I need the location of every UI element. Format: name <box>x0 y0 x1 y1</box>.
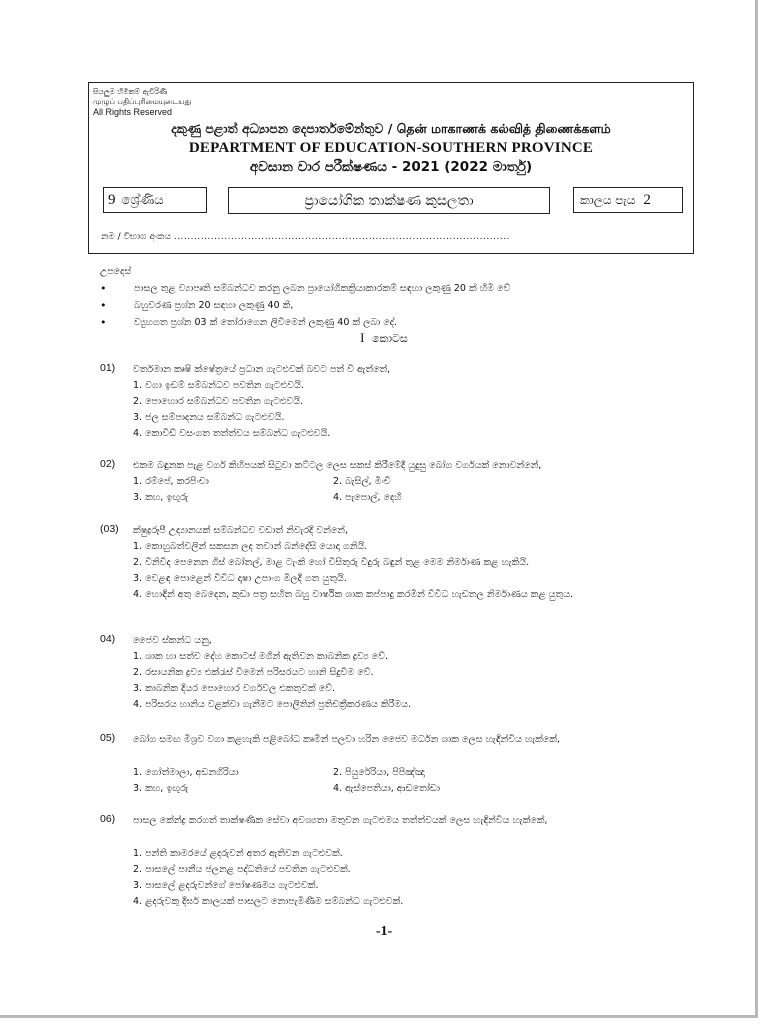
answer-option[interactable]: 3. කාබනික දියර පොහොර වර්ගවල එකතුවක් වේ. <box>133 683 336 694</box>
bullet: • <box>100 299 107 312</box>
part-label: කොටස <box>371 332 408 345</box>
instructions-heading: උපදෙස් <box>100 266 132 277</box>
department-tamil: தென் மாகாணக் கல்வித் திணைக்களம் <box>396 121 611 136</box>
answer-option[interactable]: 2. පොහොර සම්බන්ධව පවතින ගැටළුවයි. <box>133 396 304 407</box>
time-box <box>573 187 683 213</box>
question-01 <box>100 362 710 442</box>
question-04 <box>100 633 710 713</box>
question-number: 04) <box>100 633 116 645</box>
page-number: -1- <box>375 924 393 939</box>
department-separator: / <box>383 121 397 136</box>
exam-title: අවසාන වාර පරීක්ෂණය - 2021 (2022 මාර්තු) <box>249 159 533 175</box>
answer-option[interactable]: 3. කහ, ඉඟුරු <box>133 492 189 503</box>
answer-option[interactable]: 3. ජල සම්පාදනය සම්බන්ධ ගැටළුවයි. <box>133 412 285 423</box>
part-heading <box>0 330 768 346</box>
question-stem: එකම බඳුනක පැළ වර්ග කිහිපයක් සිටුවා කට්ටල ලෙස සකස් කිරීමේදී යුදුසු බෝග වර්ගයක් නොවන්නේ, <box>133 460 542 471</box>
part-number: I <box>360 330 365 345</box>
grade-number: 9 <box>108 191 116 208</box>
question-03 <box>100 523 710 623</box>
answer-option[interactable]: 2. විනිවිද පෙනෙන ගිස් බෝතල්, මාළ ටැංකි හෝ විසිතුරු වීදුරු බඳුන් තුළ මෙම නිර්මාණ කළ හැකියි. <box>133 557 530 568</box>
instruction-item <box>100 314 710 331</box>
bullet: • <box>100 282 107 295</box>
answer-option[interactable]: 1. කොහුබත්වලින් සකසන ලද තවාන් බන්දේසි යොදා ගනියි. <box>133 541 368 552</box>
question-stem: ජෛව ස්කන්ධ යනු, <box>133 635 212 646</box>
copyright-tamil: முழுப் பதிப்புரிமையுடையது <box>93 97 192 106</box>
answer-option[interactable]: 1. ගෝත්මාලා, අඩනගිරියා <box>133 767 239 778</box>
department-sinhala: දකුණු පළාත් අධ්‍යාපන දෙපාර්තමේන්තුව <box>171 121 384 136</box>
copyright-notice <box>93 87 191 117</box>
answer-option[interactable]: 4. ඇස්පෙතියා, ආඩතෝඩා <box>333 783 441 794</box>
instruction-item <box>100 280 710 297</box>
answer-option[interactable]: 1. ශාක හා සත්ව දේහ කොටස් මගින් ඇතිවන කාබනික ද්‍රව්‍ය වේ. <box>133 651 388 662</box>
question-number: 02) <box>100 458 116 470</box>
bullet: • <box>100 316 107 329</box>
question-02 <box>100 458 710 508</box>
answer-option[interactable]: 3. පාසලේ ළදරුවන්ගේ පෝෂණමය ගැටළුවක්. <box>133 880 319 891</box>
time-value: 2 <box>643 191 651 208</box>
answer-option[interactable]: 4. පරිසරය හානිය වළක්වා ගැනීමට පොලිතින් ප්‍රතිචක්‍රීකරණය කිරීමය. <box>133 699 411 710</box>
question-05 <box>100 732 710 798</box>
instructions <box>100 266 710 331</box>
answer-option[interactable]: 4. කොවිඩ් වසංගත තත්ත්වය සම්බන්ධ ගැටළුවයි. <box>133 428 331 439</box>
question-06 <box>100 813 710 911</box>
name-index-dots: .................................................................................................... <box>173 232 510 242</box>
department-name-english: DEPARTMENT OF EDUCATION-SOUTHERN PROVINCE <box>188 140 594 156</box>
subject-title: ප්‍රායෝගික තාක්ෂණ කුසලතා <box>304 192 474 209</box>
copyright-sinhala: සියලුම හිමිකම් ඇවිරිණි <box>93 87 168 96</box>
answer-option[interactable]: 2. බැසිල්, මිංචි <box>333 476 391 487</box>
time-label: කාලය පැය <box>580 192 636 207</box>
name-index-field[interactable] <box>101 232 510 242</box>
answer-option[interactable]: 1. පන්ති කාමරයේ ළදරුවන් අතර ඇතිවන ගැටළුවක්. <box>133 848 343 859</box>
department-name-local <box>89 121 693 138</box>
answer-option[interactable]: 2. පාසලේ පානීය ජලනළ පද්ධතියේ පවතින ගැටළුවක්. <box>133 864 351 875</box>
grade-box <box>103 187 207 213</box>
question-stem: වර්තමාන කෘෂි ක්ෂේත්‍රයේ ප්‍රධාන ගැටළුවක් බවට පත් වී ඇත්තේ, <box>133 364 391 375</box>
instruction-text: බහුවරණ ප්‍රශ්න 20 සඳහා ලකුණු 40 කි, <box>134 300 294 311</box>
question-stem: පාසල කේන්ද්‍ර කරගත් තාක්ෂණික සේවා අවශ්‍යතා මතුවන ගැටළුමය තත්ත්වයක් ලෙස හැඳින්විය හැක්කේ, <box>133 815 548 826</box>
grade-label: ශ්‍රේණිය <box>121 192 164 207</box>
question-stem: බෝග සමඟ මිශ්‍රව වගා කළහැකි පළිබෝධ කෘමීන් පලවා හරින ජෛව මර්ධන ශාක ලෙස හැඳින්විය හැක්කේ, <box>133 734 560 745</box>
instruction-text: පාසල තුළ ව්‍යාපෘති සම්බන්ධව කරනු ලබන ප්‍රායෝගිකක්‍රියාකාරකම් සඳහා ලකුණු 20 ක් හිමි වේ <box>134 283 511 294</box>
answer-option[interactable]: 1. රම්පේ, කරපිංචා <box>133 476 209 487</box>
question-stem: ක්ෂුද්‍රරූපී උද්‍යානයක් සම්බන්ධව වඩාත් නිවැරදි වන්නේ, <box>133 525 349 536</box>
question-number: (03) <box>100 523 119 535</box>
question-number: 05) <box>100 732 116 744</box>
instruction-item <box>100 297 710 314</box>
answer-option[interactable]: 2. රසායනික ද්‍රව්‍ය එක්රැස් වීමෙන් පරිසරයට හානි සිදුවීම වේ. <box>133 667 374 678</box>
answer-option[interactable]: 4. ළදරුවකු දීර්ඝ කාලයක් පාසලට නොපැමිණීම සම්බන්ධ ගැටළුවක්. <box>133 896 404 907</box>
answer-option[interactable]: 3. වෙළඳ පොළෙන් විවිධ දෘෂා උපාංග මිලදී ගත යුතුයි. <box>133 573 347 584</box>
answer-option[interactable]: 3. කහ, ඉඟුරු <box>133 783 189 794</box>
subject-box <box>228 187 550 214</box>
exam-header <box>88 82 694 254</box>
instruction-text: ව්‍යුහගත ප්‍රශ්න 03 ක් තෝරාගෙන ලිවීමෙන් ලකුණු 40 ක් ලබා දේ. <box>134 317 398 328</box>
answer-option[interactable]: 1. වගා ඉඩම් සම්බන්ධව පවතින ගැටළුවයි. <box>133 380 304 391</box>
copyright-english: All Rights Reserved <box>93 107 173 117</box>
name-index-label: නම / විභාග අංකය <box>101 232 171 242</box>
answer-option[interactable]: 4. හොඳින් අතු බෙදෙන, කුඩා පත්‍ර සහිත බහු වාර්ෂික ශාක කප්පාදු කරමින් විවිධ හැඩතල නිර්මාණය කළ යුතුය. <box>133 589 574 600</box>
answer-option[interactable]: 4. පැපොල්, දෙහි <box>333 492 402 503</box>
question-number: 06) <box>100 813 116 825</box>
answer-option[interactable]: 2. පියුරේරියා, පිපිඤ්ඤා <box>333 767 425 778</box>
question-number: 01) <box>100 362 116 374</box>
